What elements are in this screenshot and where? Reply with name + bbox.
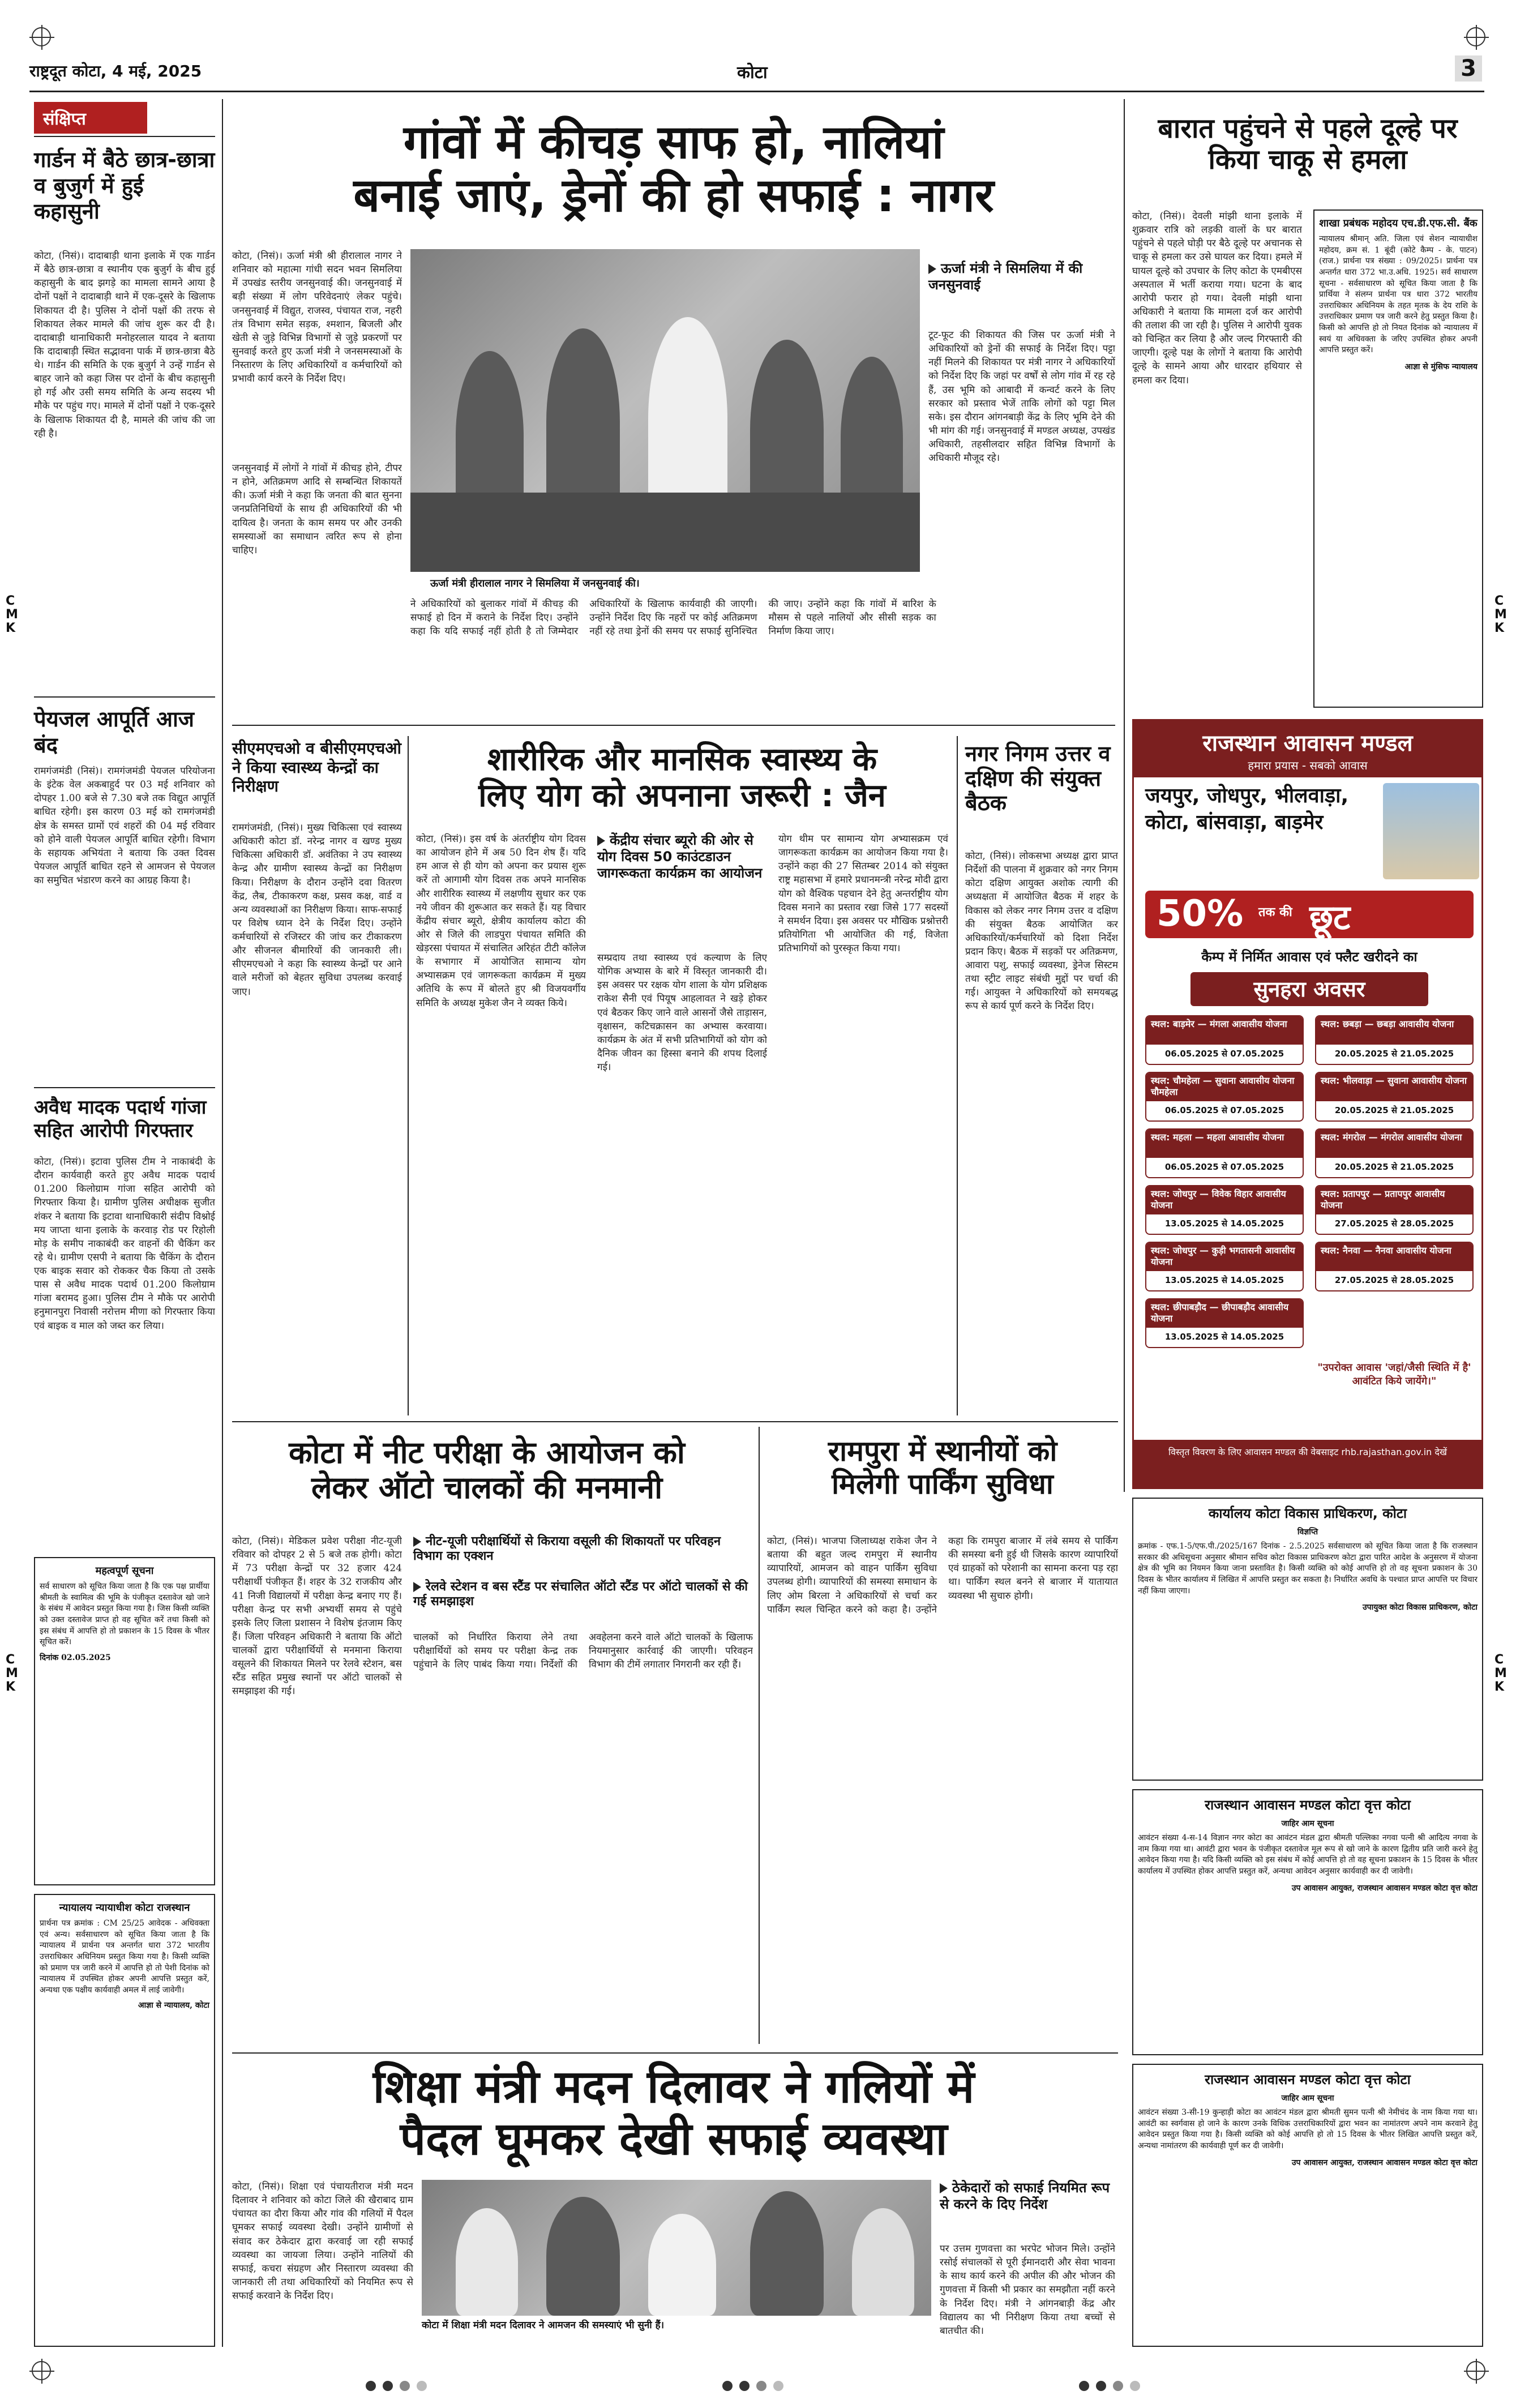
yoga-body-1: कोटा, (निसं)। इस वर्ष के अंतर्राष्ट्रीय योग दिवस का आयोजन होने में अब 50 दिन शेष हैं। यदि हम आज से ही योग को अपना कर प्रयास शुरू करें तो आगामी योग दिवस तक अपने मानसिक और शारीरिक स्वास्थ्य में लक्षणीय सुधार कर एक नये जीवन की शुरूआत कर सकते हैं। यह विचार केंद्रीय संचार ब्यूरो, क्षेत्रीय कार्यालय कोटा की ओर से जिले की लाडपुरा पंचायत समिति की खेड़रसा पंचायत में संचालित अरिहंत टीटी कॉलेज के सभागार में आयोजित सामान्य योग अभ्यासक्रम एवं जागरूकता कार्यक्रम में मुख्य अतिथि के रूप में बोलते हुए श्री विजयवर्गीय समिति के अध्यक्ष मुकेश जैन ने व्यक्त किये। bbox=[416, 833, 586, 1009]
housing-location-place: स्थल: छबड़ा — छबड़ा आवासीय योजना bbox=[1316, 1016, 1472, 1045]
brief-headline-3: अवैध मादक पदार्थ गांजा सहित आरोपी गिरफ्तार bbox=[34, 1096, 207, 1142]
housing-location-card bbox=[1145, 1128, 1304, 1178]
housing-location-card bbox=[1145, 1072, 1304, 1122]
housing-location-place: स्थल: प्रतापपुर — प्रतापपुर आवासीय योजना bbox=[1316, 1186, 1472, 1214]
pointer-icon bbox=[597, 836, 605, 846]
housing-location-dates: 27.05.2025 से 28.05.2025 bbox=[1334, 1218, 1454, 1229]
dilawar-photo bbox=[422, 2180, 931, 2316]
housing-camp-line: कैम्प में निर्मित आवास एवं फ्लैट खरीदने का bbox=[1201, 949, 1417, 965]
housing-slogan: "उपरोक्त आवास 'जहां/जैसी स्थिति में है' आवंटित किये जायेंगे।" bbox=[1317, 1362, 1471, 1387]
rhb-notice-2 bbox=[1132, 2064, 1483, 2347]
housing-ad-cities: जयपुर, जोधपुर, भीलवाड़ा, कोटा, बांसवाड़ा, बाड़मेर bbox=[1145, 784, 1349, 834]
pointer-icon bbox=[940, 2183, 948, 2193]
rampur-body: कोटा, (निसं)। भाजपा जिलाध्यक्ष राकेश जैन ने बताया की बहुत जल्द रामपुरा में स्थानीय व्यापारियों, आमजन को वाहन पार्किंग सुविधा उपलब्ध होगी। व्यापारियों की समस्या समाधान के लिए ओम बिरला ने अधिकारियों से चर्चा कर पार्किंग स्थल चिन्हित करने को कहा है। उन्होंने कहा कि रामपुरा बाजार में लंबे समय से पार्किंग की समस्या बनी हुई थी जिसके कारण व्यापारियों एवं ग्राहकों को परेशानी का सामना करना पड़ रहा था। पार्किंग स्थल बनने से बाजार में यातायात व्यवस्था भी सुचारु होगी। bbox=[767, 1536, 1118, 1615]
housing-ad bbox=[1132, 719, 1483, 1489]
yoga-headline-line-1: शारीरिक और मानसिक स्वास्थ्य के bbox=[487, 741, 877, 778]
yoga-callout: केंद्रीय संचार ब्यूरो की ओर से योग दिवस 50 काउंटडाउन जागरूकता कार्यक्रम का आयोजन bbox=[597, 832, 763, 881]
kda-sub: विज्ञप्ति bbox=[1297, 1527, 1318, 1537]
kda-title: कार्यालय कोटा विकास प्राधिकरण, कोटा bbox=[1208, 1505, 1407, 1521]
brief-body-1: कोटा, (निसं)। दादाबाड़ी थाना इलाके में एक गार्डन में बैठे छात्र-छात्रा व स्थानीय एक बुजुर्ग के बीच हुई कहासुनी के बाद झगड़े का मामला सामने आया है दोनों पक्षों ने दादाबाड़ी थाने में एक-दूसरे के खिलाफ शिकायत दी है। पुलिस ने दोनों पक्षों की तरफ से शिकायत लेकर मामले की जांच शुरू कर दी है। दादाबाड़ी थानाधिकारी मनोहरलाल यादव ने बताया कि दादाबाड़ी स्थित सद्भावना पार्क में छात्र-छात्रा बैठे थे। गार्डन की समिति के एक बुजुर्ग ने उन्हें गार्डन से बाहर जाने को कहा जिस पर दोनों के बीच कहासुनी हो गई और उसी समय समिति के अन्य सदस्य भी मौके पर पहुंच गए। मामले में दोनों पक्षों ने एक-दूसरे के खिलाफ शिकायत दी है, मामले की जांच की जा रही है। bbox=[34, 250, 215, 439]
dilawar-headline-line-1: शिक्षा मंत्री मदन दिलावर ने गलियों में bbox=[372, 2060, 975, 2113]
left-notice-1-title: महत्वपूर्ण सूचना bbox=[95, 1565, 154, 1577]
housing-location-dates: 13.05.2025 से 14.05.2025 bbox=[1164, 1275, 1284, 1285]
yoga-headline bbox=[416, 742, 948, 815]
lead-photo-caption: ऊर्जा मंत्री हीरालाल नागर ने सिमलिया में जनसुनवाई की। bbox=[430, 578, 640, 589]
housing-location-card bbox=[1145, 1298, 1304, 1348]
section-name: कोटा bbox=[737, 63, 768, 83]
housing-location-card bbox=[1145, 1242, 1304, 1291]
rhb-notice-2-footer: उप आवासन आयुक्त, राजस्थान आवासन मण्डल कोटा वृत्त कोटा bbox=[1291, 2158, 1478, 2167]
lead-body-4: टूट-फूट की शिकायत की जिस पर ऊर्जा मंत्री ने अधिकारियों को ड्रेनों की सफाई के निर्देश दिए। पट्टा नहीं मिलने की शिकायत पर मंत्री नागर ने अधिकारियों को निर्देश दिए कि जहां पर वर्षों से लोग गांव में रह रहे हैं, उस भूमि को आबादी में कन्वर्ट करने के लिए सरकार को प्रस्ताव भेजें ताकि लोगों को पट्टा मिल सके। इस दौरान आंगनबाड़ी केंद्र के लिए भूमि देने की भी मांग की गई। जनसुनवाई में मण्डल अध्यक्ष, उपखंड अधिकारी, तहसीलदार सहित विभिन्न विभागों के अधिकारी मौजूद रहे। bbox=[928, 330, 1115, 464]
housing-ad-header bbox=[1134, 721, 1481, 777]
registration-mark-icon bbox=[1466, 27, 1485, 46]
registration-mark-icon bbox=[1466, 2361, 1485, 2380]
housing-location-place: स्थल: जोधपुर — कुड़ी भगतासनी आवासीय योजना bbox=[1146, 1243, 1303, 1271]
housing-discount: 50% bbox=[1157, 893, 1244, 935]
housing-location-dates: 06.05.2025 से 07.05.2025 bbox=[1164, 1162, 1284, 1172]
dilawar-callout: ठेकेदारों को सफाई नियमित रूप से करने के दिए निर्देश bbox=[940, 2180, 1110, 2212]
left-notice-1-footer: दिनांक 02.05.2025 bbox=[40, 1653, 111, 1662]
pointer-icon bbox=[413, 1582, 421, 1592]
brief-label: संक्षिप्त bbox=[34, 102, 147, 134]
yoga-headline-line-2: लिए योग को अपनाना जरूरी : जैन bbox=[478, 777, 886, 815]
pointer-icon bbox=[928, 264, 936, 274]
rhb-notice-1-footer: उप आवासन आयुक्त, राजस्थान आवासन मण्डल कोटा वृत्त कोटा bbox=[1291, 1883, 1478, 1893]
neet-callout-2: रेलवे स्टेशन व बस स्टैंड पर संचालित ऑटो स्टैंड पर ऑटो चालकों से की गई समझाइश bbox=[413, 1580, 748, 1609]
housing-discount-badge bbox=[1145, 891, 1474, 938]
legal-notice-footer: आज्ञा से मुंसिफ न्यायालय bbox=[1404, 362, 1478, 371]
left-notice-2-footer: आज्ञा से न्यायालय, कोटा bbox=[138, 2001, 209, 2011]
housing-ad-tagline: हमारा प्रयास - सबको आवास bbox=[1248, 759, 1368, 772]
lead-callout: ऊर्जा मंत्री ने सिमलिया में की जनसुनवाई bbox=[928, 260, 1083, 293]
lead-body-2: जनसुनवाई में लोगों ने गांवों में कीचड़ होने, टीपर न होने, अतिक्रमण आदि से सम्बन्धित शिकायतें की। ऊर्जा मंत्री ने कहा कि जनता की बात सुनना जनप्रतिनिधियों के साथ ही अधिकारियों की भी दायित्व है। जनता के काम समय पर और उनकी समस्याओं का समाधान त्वरित रूप से होना चाहिए। bbox=[232, 463, 402, 556]
cmyk-marker: C M K bbox=[1494, 1653, 1507, 1695]
page-footer-dots bbox=[187, 2381, 1319, 2393]
rhb-notice-1-sub: जाहिर आम सूचना bbox=[1281, 1819, 1334, 1828]
rhb-notice-2-sub: जाहिर आम सूचना bbox=[1281, 2093, 1334, 2103]
brief-headline-1: गार्डन में बैठे छात्र-छात्रा व बुजुर्ग में हुई कहासुनी bbox=[34, 147, 215, 224]
housing-location-dates: 20.05.2025 से 21.05.2025 bbox=[1334, 1049, 1454, 1059]
dilawar-photo-caption: कोटा में शिक्षा मंत्री मदन दिलावर ने आमजन की समस्याएं भी सुनी हैं। bbox=[422, 2320, 665, 2331]
lead-body-3: ने अधिकारियों को बुलाकर गांवों में कीचड़ की सफाई हो दिन में कराने के निर्देश दिए। उन्होंने कहा कि यदि सफाई नहीं होती है तो जिम्मेदार अधिकारियों के खिलाफ कार्यवाही की जाएगी। उन्होंने निर्देश दिए कि नहरों पर कोई अतिक्रमण नहीं रहे तथा ड्रेनों की समय पर सफाई सुनिश्चित की जाए। उन्होंने कहा कि गांवों में बारिश के मौसम से पहले नालियों और सीसी सड़क का निर्माण किया जाए। bbox=[410, 598, 936, 638]
lead-photo bbox=[410, 249, 920, 572]
cmyk-marker: C M K bbox=[6, 1653, 18, 1695]
yoga-body-2: सम्प्रदाय तथा स्वास्थ्य एवं कल्याण के लिए योगिक अभ्यास के बारे में विस्तृत जानकारी दी। इस अवसर पर रक्षक योग शाला के योग प्रशिक्षक राकेश सैनी एवं पियूष आहलावत ने खड़े होकर एवं बैठकर किए जाने वाले आसनों जैसे ताड़ासन, वृक्षासन, कटिचक्रासन का अभ्यास करवाया। कार्यक्रम के अंत में सभी प्रतिभागियों को योग को दैनिक जीवन का हिस्सा बनाने की शपथ दिलाई गई। bbox=[597, 952, 767, 1073]
nagar-nigam-body: कोटा, (निसं)। लोकसभा अध्यक्ष द्वारा प्राप्त निर्देशों की पालना में शुक्रवार को नगर निगम कोटा दक्षिण आयुक्त अशोक त्यागी की अध्यक्षता में आयोजित बैठक में शहर के विकास को लेकर नगर निगम उत्तर व दक्षिण की संयुक्त बैठक आयोजित कर अधिकारियों/कर्मचारियों को दिशा निर्देश प्रदान किए। बैठक में सड़कों पर अतिक्रमण, आवारा पशु, सफाई व्यवस्था, ड्रेनेज सिस्टम तथा स्ट्रीट लाइट संबंधी मुद्दों पर चर्चा की गई। आयुक्त ने अधिकारियों को समयबद्ध रूप से कार्य पूर्ण करने के निर्देश दिए। bbox=[965, 850, 1118, 1012]
housing-location-place: स्थल: बाड़मेर — मंगला आवासीय योजना bbox=[1146, 1016, 1303, 1045]
housing-location-dates: 20.05.2025 से 21.05.2025 bbox=[1334, 1162, 1454, 1172]
housing-location-place: स्थल: चौमहेला — सुवाना आवासीय योजना चौमहेला bbox=[1146, 1073, 1303, 1101]
date-line: राष्ट्रदूत कोटा, 4 मई, 2025 bbox=[29, 62, 202, 80]
kda-body: क्रमांक - एफ.1-5/एफ.पी./2025/167 दिनांक - 2.5.2025 सर्वसाधारण को सूचित किया जाता है कि राजस्थान सरकार की अधिसूचना अनुसार श्रीमान सचिव कोटा विकास प्राधिकरण कोटा द्वारा पारित आदेश के अनुसरण में योजना क्षेत्र की भूमि का नियमन किया जाना प्रस्तावित है। किसी व्यक्ति को कोई आपत्ति हो तो वह सूचना प्रकाशन के 30 दिवस के भीतर कार्यालय में लिखित में आपत्ति प्रस्तुत कर सकता है। निर्धारित अवधि के पश्चात प्राप्त आपत्ति पर विचार नहीं किया जाएगा। bbox=[1138, 1542, 1478, 1596]
page-number: 3 bbox=[1455, 55, 1482, 82]
housing-location-card bbox=[1315, 1128, 1474, 1178]
housing-location-card bbox=[1315, 1185, 1474, 1235]
rhb-notice-2-body: आवंटन संख्या 3-सी-19 कुन्हाड़ी कोटा का आवंटन मंडल द्वारा श्रीमती सुमन पत्नी श्री नेमीचंद के नाम किया गया था। आवंटी का स्वर्गवास हो जाने के कारण उनके विधिक उत्तराधिकारियों द्वारा भवन का नामांतरण अपने नाम करवाने हेतु आवेदन प्रस्तुत किया गया है। किसी व्यक्ति को कोई आपत्ति हो तो 15 दिवस के भीतर लिखित आपत्ति प्रस्तुत करें, अन्यथा नामांतरण की कार्यवाही पूर्ण कर दी जावेगी। bbox=[1138, 2108, 1478, 2150]
legal-notice-title: शाखा प्रबंधक महोदय एच.डी.एफ.सी. बैंक bbox=[1319, 217, 1478, 229]
left-notice-1 bbox=[34, 1557, 215, 1885]
right-top-headline: बारात पहुंचने से पहले दूल्हे पर किया चाकू से हमला bbox=[1158, 113, 1458, 176]
legal-notice-body: न्यायालय श्रीमान् अति. जिला एवं सेशन न्यायाधीश महोदय, क्रम सं. 1 बूंदी (कोटे कैम्प - के. पाटन) (राज.) प्रार्थना पत्र संख्या : 09/2025। प्रार्थना पत्र अन्तर्गत धारा 372 भा.उ.अधि. 1925। सर्व साधारण सूचना - सर्वसाधारण को सूचित किया जाता है कि प्रार्थिया ने संलग्न प्रार्थना पत्र धारा 372 भारतीय उत्तराधिकार अधिनियम के तहत मृतक के देय राशि के उत्तराधिकार प्रमाण पत्र जारी करने हेतु प्रस्तुत किया है। किसी को आपत्ति हो तो नियत दिनांक को न्यायालय में स्वयं या अधिवक्ता के जरिए उपस्थित होकर अपनी आपत्ति प्रस्तुत करें। bbox=[1319, 234, 1478, 355]
pointer-icon bbox=[413, 1537, 421, 1547]
housing-location-card bbox=[1315, 1242, 1474, 1291]
housing-location-dates: 27.05.2025 से 28.05.2025 bbox=[1334, 1275, 1454, 1285]
housing-location-card bbox=[1315, 1015, 1474, 1065]
kda-footer: उपायुक्त कोटा विकास प्राधिकरण, कोटा bbox=[1362, 1603, 1478, 1613]
left-notice-2-body: प्रार्थना पत्र क्रमांक : CM 25/25 आवेदक - अधिवक्ता एवं अन्य। सर्वसाधारण को सूचित किया जाता है कि न्यायालय में प्रार्थना पत्र अन्तर्गत धारा 372 भारतीय उत्तराधिकार अधिनियम प्रस्तुत किया गया है। किसी व्यक्ति को प्रमाण पत्र जारी करने में आपत्ति हो तो पेशी दिनांक को न्यायालय में उपस्थित होकर अपनी आपत्ति प्रस्तुत करें, अन्यथा एक पक्षीय कार्यवाही अमल में लाई जावेगी। bbox=[40, 1919, 209, 1995]
housing-ad-brand: राजस्थान आवासन मण्डल bbox=[1202, 730, 1413, 756]
brief-headline-2: पेयजल आपूर्ति आज बंद bbox=[34, 707, 194, 758]
left-notice-2 bbox=[34, 1894, 215, 2347]
housing-location-card bbox=[1315, 1072, 1474, 1122]
yoga-body-3: योग थीम पर सामान्य योग अभ्यासक्रम एवं जागरूकता कार्यक्रम का आयोजन किया गया है। उन्होंने कहा की 27 सितम्बर 2014 को संयुक्त राष्ट्र महासभा में हमारे प्रधानमन्त्री नरेन्द्र मोदी द्वारा योग को वैश्विक पहचान देने हेतु अन्तर्राष्ट्रीय योग दिवस मनाने का प्रस्ताव रखा जिसे 177 सदस्यों ने समर्थन दिया। इस अवसर पर मौखिक प्रश्नोत्तरी प्रतियोगिता भी आयोजित की गई, विजेता प्रतिभागियों को पुरस्कृत किया गया। bbox=[778, 833, 948, 954]
rhb-notice-1-body: आवंटन संख्या 4-स-14 विज्ञान नगर कोटा का आवंटन मंडल द्वारा श्रीमती पल्लिका नगवा पत्नी श्री आदित्य नगवा के नाम किया गया था। आवंटी द्वारा भवन के पंजीकृत दस्तावेज मूल रूप से खो जाने के कारण द्वितीय प्रति जारी करने हेतु आवेदन किया गया है। यदि किसी व्यक्ति को इस संबंध में कोई आपत्ति हो तो वह सूचना प्रकाशन के 15 दिवस के भीतर कार्यालय में उपस्थित होकर आपत्ति प्रस्तुत करें, अन्यथा आवेदन अनुसार कार्यवाही कर दी जावेगी। bbox=[1138, 1833, 1478, 1876]
rhb-notice-1 bbox=[1132, 1789, 1483, 2055]
rampur-headline bbox=[767, 1435, 1118, 1500]
left-notice-2-title: न्यायालय न्यायाधीश कोटा राजस्थान bbox=[59, 1902, 190, 1914]
masthead bbox=[29, 57, 1479, 88]
housing-location-dates: 13.05.2025 से 14.05.2025 bbox=[1164, 1332, 1284, 1342]
registration-mark-icon bbox=[32, 2361, 51, 2380]
neet-body-2: चालकों को निर्धारित किराया लेने तथा परीक्षार्थियों को समय पर परीक्षा केन्द्र तक पहुंचाने के लिए पाबंद किया गया। निर्देशों की अवहेलना करने वाले ऑटो चालकों के खिलाफ नियमानुसार कार्रवाई की जाएगी। परिवहन विभाग की टीमें लगातार निगरानी कर रही हैं। bbox=[413, 1632, 753, 1671]
lead-headline-line-1: गांवों में कीचड़ साफ हो, नालियां bbox=[403, 116, 944, 169]
housing-location-dates: 13.05.2025 से 14.05.2025 bbox=[1164, 1218, 1284, 1229]
lead-body-1: कोटा, (निसं)। ऊर्जा मंत्री श्री हीरालाल नागर ने शनिवार को महात्मा गांधी सदन भवन सिमलिया में उपखंड स्तरीय जनसुनवाई की। जनसुनवाई में बड़ी संख्या में लोग परिवेदनाएं लेकर पहुंचे। जनसुनवाई में विद्युत, राजस्व, पंचायत राज, नहरी तंत्र विभाग समेत सड़क, श्मशान, बिजली और खेती से जुड़े विभिन्न विभागों से जुड़े प्रकरणों पर सुनवाई करते हुए ऊर्जा मंत्री ने जनसमस्याओं के निस्तारण के लिए अधिकारियों व कर्मचारियों को प्रभावी कार्य करने के निर्देश दिए। bbox=[232, 250, 402, 385]
rampur-headline-line-1: रामपुरा में स्थानीयों को bbox=[828, 1435, 1057, 1468]
housing-location-place: स्थल: मंगरोल — मंगरोल आवासीय योजना bbox=[1316, 1130, 1472, 1158]
kda-notice bbox=[1132, 1498, 1483, 1781]
housing-location-card bbox=[1145, 1185, 1304, 1235]
dilawar-headline-line-2: पैदल घूमकर देखी सफाई व्यवस्था bbox=[400, 2112, 948, 2165]
brief-body-2: रामगंजमंडी (निसं)। रामगंजमंडी पेयजल परियोजना के इंटेक वेल अकबाहुर्द पर 03 मई शनिवार को दोपहर 1.00 बजे से 7.30 बजे तक विद्युत आपूर्ति बाधित रहेगी। इस कारण 03 मई को रामगंजमंडी क्षेत्र के समस्त ग्रामों एवं शहरों की 04 मई रविवार को होने वाली पेयजल आपूर्ति बाधित रहेगी। विभाग के सहायक अभियंता ने बताया कि उक्त दिवस पेयजल आपूर्ति बाधित रहने से आमजन से पेयजल का समुचित भंडारण करने का आग्रह किया है। bbox=[34, 765, 215, 886]
housing-location-place: स्थल: भीलवाड़ा — सुवाना आवासीय योजना bbox=[1316, 1073, 1472, 1101]
dilawar-body-2: पर उत्तम गुणवत्ता का भरपेट भोजन मिले। उन्होंने रसोई संचालकों से पूरी ईमानदारी और सेवा भावना के साथ कार्य करने की अपील की और भोजन की गुणवत्ता में किसी भी प्रकार का समझौता नहीं करने के निर्देश दिए। मंत्री ने आंगनबाड़ी केंद्र और विद्यालय का भी निरीक्षण किया तथा बच्चों से बातचीत की। bbox=[940, 2243, 1115, 2337]
brief-body-3: कोटा, (निसं)। इटावा पुलिस टीम ने नाकाबंदी के दौरान कार्यवाही करते हुए अवैध मादक पदार्थ 01.200 किलोग्राम गांजा सहित आरोपी को गिरफ्तार किया है। ग्रामीण पुलिस अधीक्षक सुजीत शंकर ने बताया कि इटावा थानाधिकारी संदीप विश्नोई मय जाप्ता थाना इलाके के करवाड़ रोड पर रिहोली मोड़ के समीप नाकाबंदी कर वाहनों की चैकिंग कर रहे थे। ग्रामीण एसपी ने बताया कि चैकिंग के दौरान एक बाइक सवार को रोककर चैक किया तो उसके पास से अवैध मादक पदार्थ 01.200 किलोग्राम गांजा बरामद हुआ। पुलिस टीम ने मौके पर आरोपी हनुमानपुरा निवासी नरोत्तम मीणा को गिरफ्तार किया एवं बाइक व माल को जब्त कर लिया। bbox=[34, 1156, 215, 1332]
housing-footer: विस्तृत विवरण के लिए आवासन मण्डल की वेबसाइट rhb.rajasthan.gov.in देखें bbox=[1134, 1440, 1481, 1487]
legal-notice bbox=[1313, 209, 1483, 708]
neet-callout-1: नीट-यूजी परीक्षार्थियों से किराया वसूली की शिकायतों पर परिवहन विभाग का एक्शन bbox=[413, 1534, 721, 1564]
health-body: रामगंजमंडी, (निसं)। मुख्य चिकित्सा एवं स्वास्थ्य अधिकारी कोटा डॉ. नरेन्द्र नागर व खण्ड मुख्य चिकित्सा अधिकारी डॉ. अवंतिका ने उप स्वास्थ्य केन्द्र और ग्रामीण स्वास्थ्य केन्द्रों का निरीक्षण किया। निरीक्षण के दौरान उन्होंने दवा वितरण केंद्र, लैब, टीकाकरण कक्ष, प्रसव कक्ष, वार्ड व अन्य व्यवस्थाओं का निरीक्षण किया। साफ-सफाई पर विशेष ध्यान देने के निर्देश दिए। उन्होंने कर्मचारियों से रजिस्टर की जांच कर टीकाकरण और सीजनल बीमारियों की जानकारी ली। सीएमएचओ ने कहा कि स्वास्थ्य केन्द्रों पर आने वाले मरीजों को बेहतर सुविधा उपलब्ध करवाई जाए। bbox=[232, 822, 402, 998]
housing-photo bbox=[1383, 783, 1479, 879]
lead-headline bbox=[232, 116, 1115, 223]
rhb-notice-1-title: राजस्थान आवासन मण्डल कोटा वृत्त कोटा bbox=[1205, 1797, 1411, 1813]
lead-headline-line-2: बनाई जाएं, ड्रेनों की हो सफाई : नागर bbox=[353, 169, 994, 223]
housing-location-place: स्थल: महला — महला आवासीय योजना bbox=[1146, 1130, 1303, 1158]
housing-location-place: स्थल: नैनवा — नैनवा आवासीय योजना bbox=[1316, 1243, 1472, 1271]
housing-discount-small: तक की bbox=[1258, 905, 1292, 919]
housing-location-place: स्थल: छीपाबड़ौद — छीपाबड़ौद आवासीय योजना bbox=[1146, 1299, 1303, 1328]
housing-location-dates: 20.05.2025 से 21.05.2025 bbox=[1334, 1105, 1454, 1115]
rampur-headline-line-2: मिलेगी पार्किंग सुविधा bbox=[832, 1467, 1054, 1500]
rhb-notice-2-title: राजस्थान आवासन मण्डल कोटा वृत्त कोटा bbox=[1205, 2072, 1411, 2088]
neet-headline-line-1: कोटा में नीट परीक्षा के आयोजन को bbox=[289, 1435, 685, 1470]
nagar-nigam-headline: नगर निगम उत्तर व दक्षिण की संयुक्त बैठक bbox=[965, 741, 1111, 816]
registration-mark-icon bbox=[32, 27, 51, 46]
housing-location-card bbox=[1145, 1015, 1304, 1065]
housing-banner: सुनहरा अवसर bbox=[1190, 972, 1428, 1006]
neet-headline bbox=[232, 1435, 742, 1505]
neet-headline-line-2: लेकर ऑटो चालकों की मनमानी bbox=[311, 1470, 663, 1506]
neet-body-1: कोटा, (निसं)। मेडिकल प्रवेश परीक्षा नीट-यूजी रविवार को दोपहर 2 से 5 बजे तक होगी। कोटा में 73 परीक्षा केन्द्रों पर 32 हजार 424 परीक्षार्थी पंजीकृत हैं। शहर के 32 राजकीय और 41 निजी विद्यालयों में परीक्षा केन्द्र बनाए गए हैं। परीक्षा केन्द्र पर सभी अभ्यर्थी समय से पहुंचे इसके लिए जिला प्रशासन ने विशेष इंतजाम किए हैं। जिला परिवहन अधिकारी ने बताया कि ऑटो चालकों द्वारा परीक्षार्थियों से मनमाना किराया वसूलने की शिकायत मिलने पर रेलवे स्टेशन, बस स्टैंड सहित प्रमुख स्थानों पर ऑटो चालकों से समझाइश की गई। bbox=[232, 1536, 402, 1697]
dilawar-body-1: कोटा, (निसं)। शिक्षा एवं पंचायतीराज मंत्री मदन दिलावर ने शनिवार को कोटा जिले की खैराबाद ग्राम पंचायत का दौरा किया और गांव की गलियों में पैदल घूमकर सफाई व्यवस्था देखी। उन्होंने ग्रामीणों से संवाद कर ठेकेदार द्वारा करवाई जा रही सफाई व्यवस्था का जायजा लिया। उन्होंने नालियों की सफाई, कचरा संग्रहण और निस्तारण व्यवस्था की जानकारी ली तथा अधिकारियों को नियमित रूप से सफाई करवाने के निर्देश दिए। bbox=[232, 2181, 413, 2302]
housing-location-dates: 06.05.2025 से 07.05.2025 bbox=[1164, 1105, 1284, 1115]
cmyk-marker: C M K bbox=[1494, 594, 1507, 636]
housing-location-place: स्थल: जोधपुर — विवेक विहार आवासीय योजना bbox=[1146, 1186, 1303, 1214]
housing-location-dates: 06.05.2025 से 07.05.2025 bbox=[1164, 1049, 1284, 1059]
cmyk-marker: C M K bbox=[6, 594, 18, 636]
left-notice-1-body: सर्व साधारण को सूचित किया जाता है कि एक पक्ष प्रार्थीया श्रीमती के स्वामित्व की भूमि के पंजीकृत दस्तावेज खो जाने के संबंध में आवेदन प्रस्तुत किया गया है। जिस किसी व्यक्ति को उक्त दस्तावेज प्राप्त हो वह सूचित करें तथा किसी को इस संबंध में आपत्ति हो तो प्रकाशन के 15 दिवस के भीतर सूचित करें। bbox=[40, 1582, 209, 1647]
right-top-body: कोटा, (निसं)। देवली मांझी थाना इलाके में शुक्रवार रात्रि को लड़की वालों के घर बारात पहुंचने से पहले घोड़ी पर बैठे दूल्हे पर अचानक से चाकू से हमला कर उसे घायल कर दिया। हमले में घायल दूल्हे को उपचार के लिए कोटा के एमबीएस अस्पताल में भर्ती कराया गया। घटना के बाद आरोपी फरार हो गया। देवली मांझी थाना अधिकारी ने बताया कि मामला दर्ज कर आरोपी की तलाश की जा रही है। पुलिस ने आरोपी युवक को चिन्हित कर लिया है और जल्द गिरफ्तारी की जाएगी। दूल्हे पक्ष के लोगों ने बताया कि आरोपी दूल्हे के सामने आया और धारदार हथियार से हमला कर दिया। bbox=[1132, 211, 1302, 386]
dilawar-headline bbox=[232, 2061, 1115, 2165]
health-kicker: सीएमएचओ व बीसीएमएचओ ने किया स्वास्थ्य केन्द्रों का निरीक्षण bbox=[232, 739, 401, 796]
housing-discount-word: छूट bbox=[1309, 898, 1351, 938]
